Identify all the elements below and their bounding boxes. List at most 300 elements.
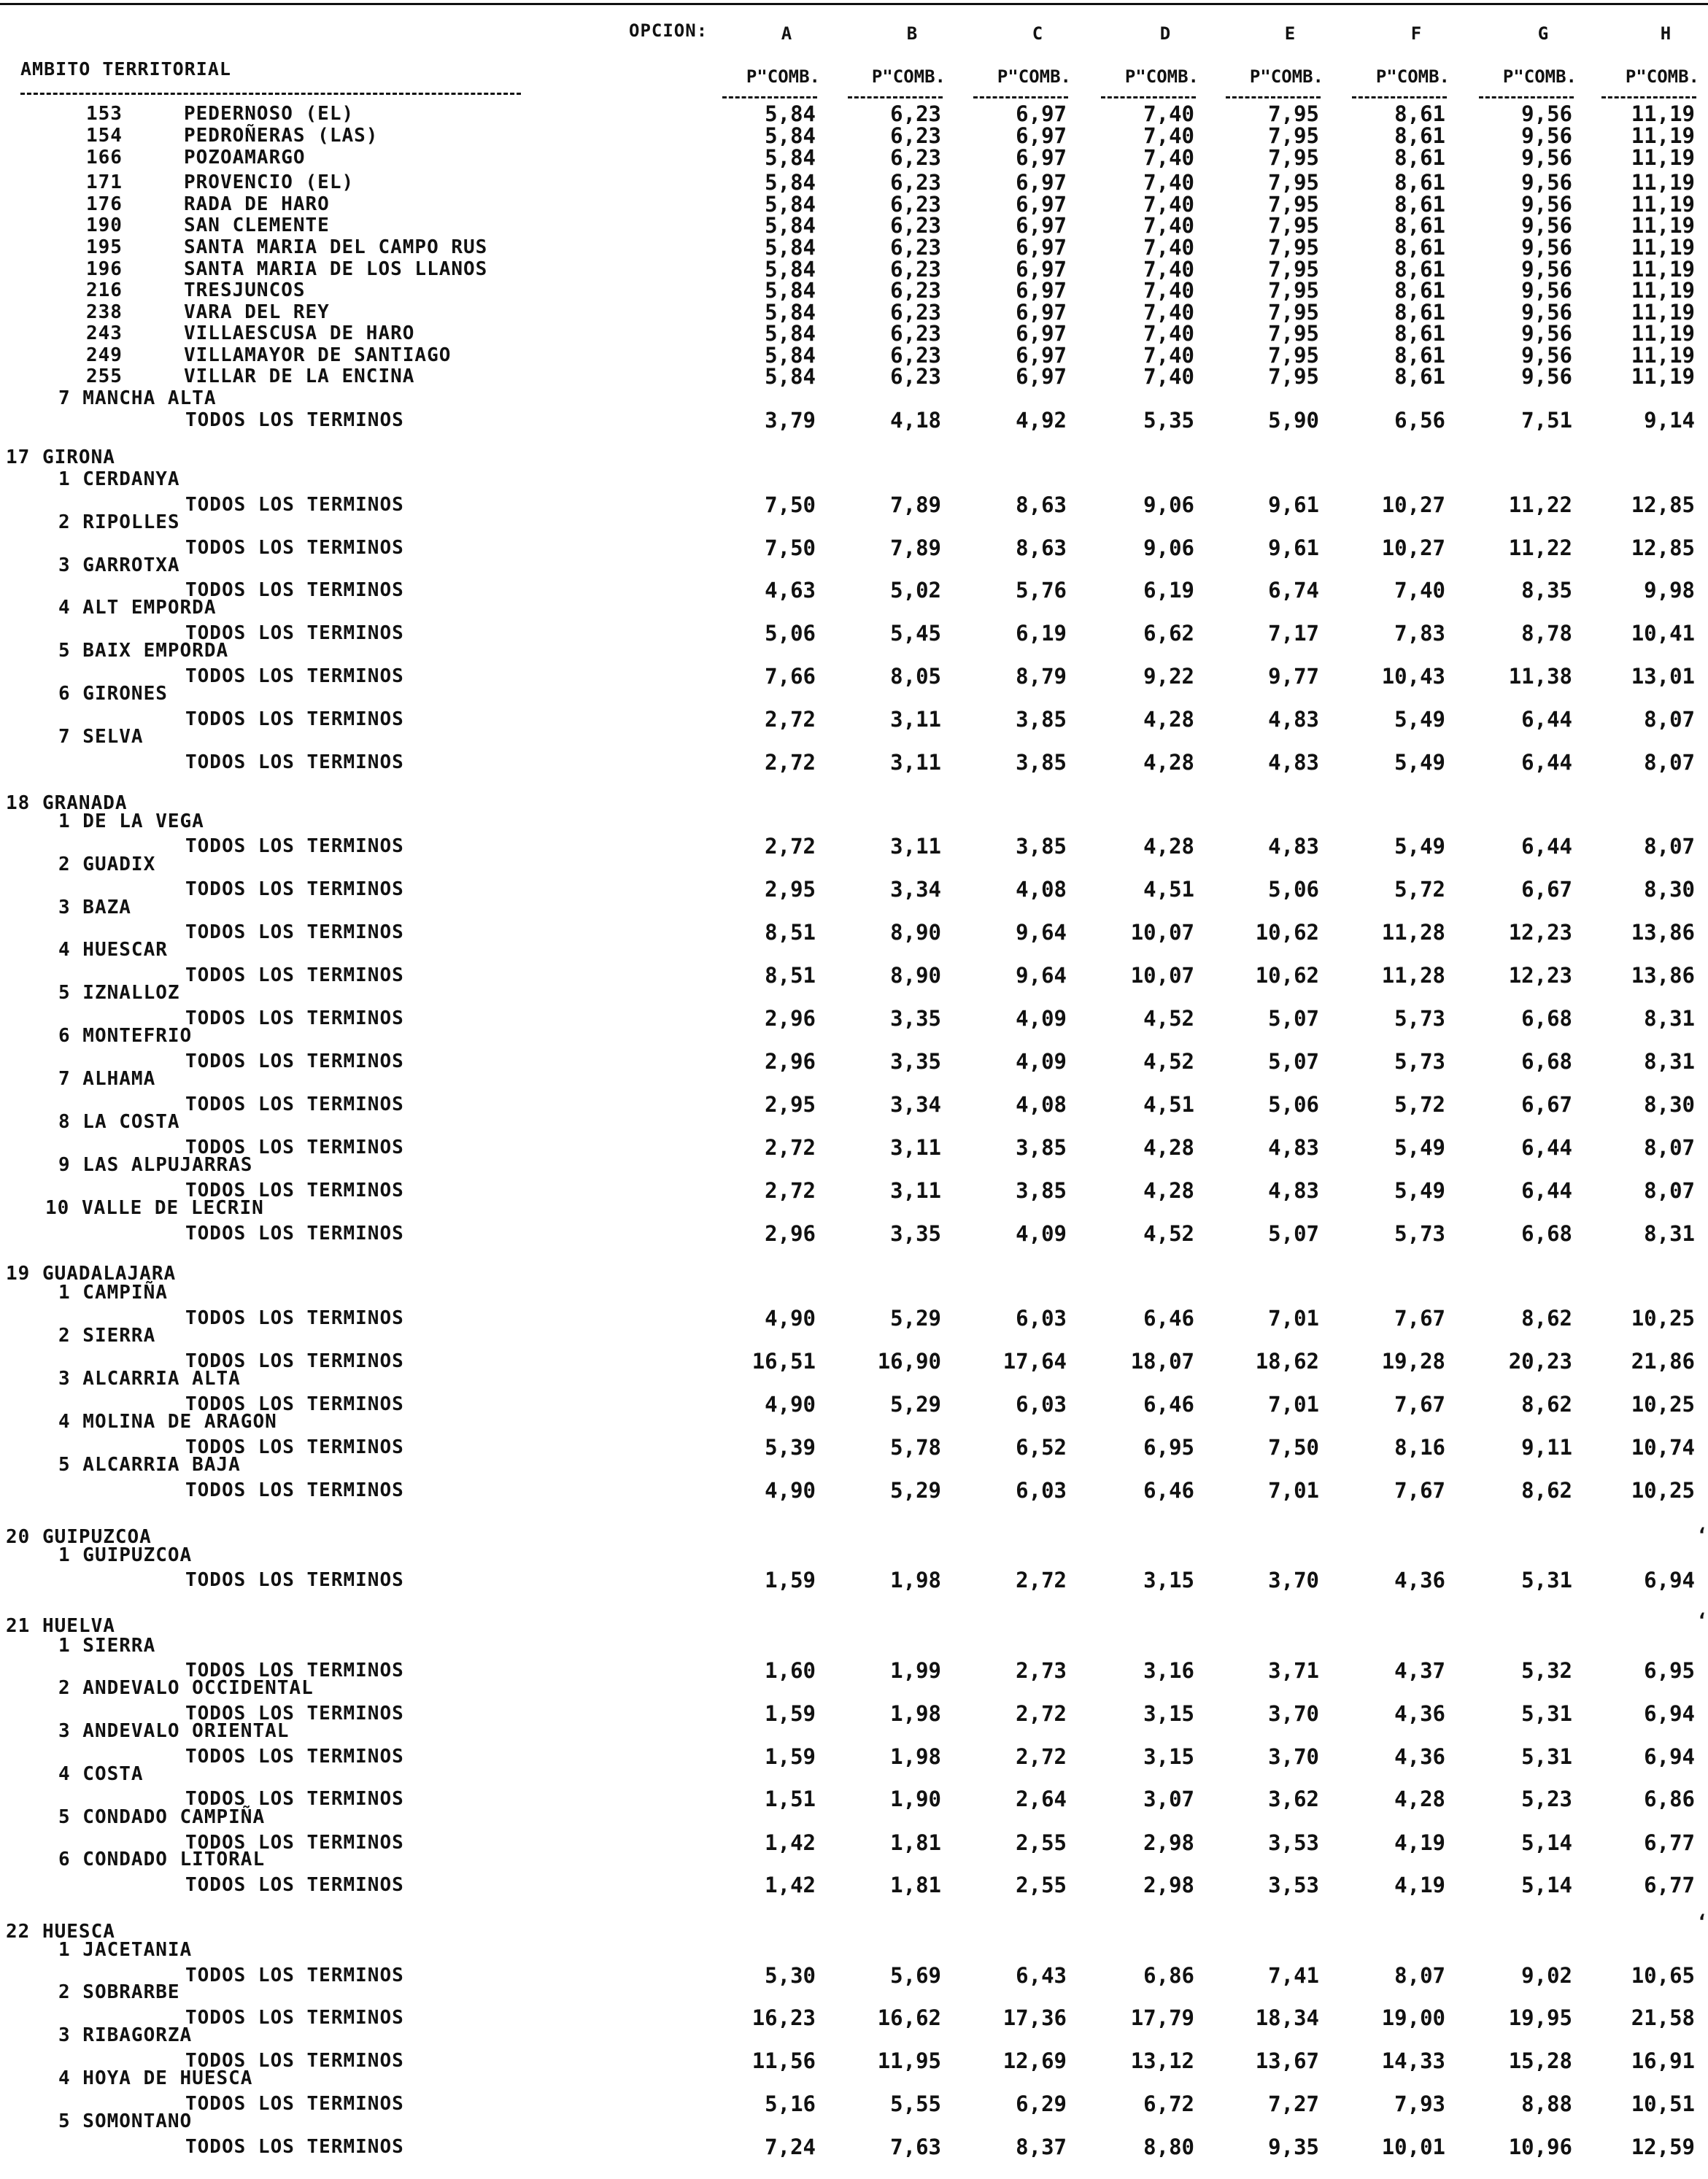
cell-value-g: 8,62 [1521, 1478, 1572, 1503]
cell-value-b: 5,69 [890, 1963, 941, 1988]
cell-value-a: 7,66 [765, 664, 816, 689]
cell-value-c: 6,97 [1016, 213, 1067, 238]
cell-value-e: 7,95 [1268, 213, 1319, 238]
cell-value-c: 3,85 [1016, 834, 1067, 859]
cell-value-g: 5,23 [1521, 1787, 1572, 1811]
cell-value-e: 5,90 [1268, 408, 1319, 433]
column-letter-a: A [781, 23, 792, 44]
cell-value-a: 7,24 [765, 2135, 816, 2159]
cell-value-g: 9,56 [1521, 235, 1572, 260]
cell-value-c: 8,79 [1016, 664, 1067, 689]
cell-value-h: 8,07 [1644, 834, 1695, 859]
comarca-heading: 3 ANDEVALO ORIENTAL [58, 1720, 290, 1742]
cell-value-f: 7,67 [1394, 1306, 1445, 1331]
cell-value-a: 3,79 [765, 408, 816, 433]
cell-value-g: 20,23 [1508, 1349, 1572, 1374]
todos-los-terminos-label: TODOS LOS TERMINOS [185, 1703, 404, 1725]
cell-value-c: 8,63 [1016, 535, 1067, 560]
municipality-code: 255 [86, 365, 123, 387]
cell-value-c: 6,97 [1016, 343, 1067, 368]
cell-value-c: 6,97 [1016, 192, 1067, 217]
column-comb-header: P"COMB. [1625, 66, 1699, 87]
cell-value-b: 7,89 [890, 535, 941, 560]
cell-value-f: 14,33 [1381, 2048, 1445, 2073]
top-rule [0, 3, 1708, 5]
cell-value-f: 8,61 [1394, 343, 1445, 368]
municipality-name: PEDERNOSO (EL) [184, 103, 355, 125]
cell-value-c: 6,29 [1016, 2091, 1067, 2116]
todos-los-terminos-label: TODOS LOS TERMINOS [185, 2050, 404, 2072]
cell-value-a: 8,51 [765, 920, 816, 945]
cell-value-d: 8,80 [1143, 2135, 1194, 2159]
cell-value-c: 6,03 [1016, 1392, 1067, 1417]
cell-value-c: 4,09 [1016, 1006, 1067, 1031]
cell-value-a: 1,59 [765, 1744, 816, 1769]
cell-value-g: 8,35 [1521, 578, 1572, 603]
cell-value-g: 9,02 [1521, 1963, 1572, 1988]
cell-value-d: 7,40 [1143, 343, 1194, 368]
cell-value-h: 8,31 [1644, 1006, 1695, 1031]
cell-value-g: 8,78 [1521, 621, 1572, 646]
cell-value-g: 9,56 [1521, 101, 1572, 126]
cell-value-g: 8,88 [1521, 2091, 1572, 2116]
cell-value-h: 6,94 [1644, 1744, 1695, 1769]
cell-value-a: 1,59 [765, 1701, 816, 1726]
cell-value-e: 18,34 [1255, 2005, 1319, 2030]
cell-value-e: 7,95 [1268, 257, 1319, 282]
cell-value-g: 5,31 [1521, 1744, 1572, 1769]
cell-value-f: 8,61 [1394, 321, 1445, 346]
cell-value-b: 6,23 [890, 145, 941, 170]
municipality-code: 243 [86, 322, 123, 344]
cell-value-f: 10,01 [1381, 2135, 1445, 2159]
cell-value-e: 7,95 [1268, 170, 1319, 195]
cell-value-a: 2,96 [765, 1049, 816, 1074]
cell-value-g: 9,56 [1521, 213, 1572, 238]
cell-value-f: 8,61 [1394, 101, 1445, 126]
column-letter-h: H [1660, 23, 1672, 44]
cell-value-e: 7,01 [1268, 1478, 1319, 1503]
cell-value-g: 6,44 [1521, 1135, 1572, 1160]
cell-value-d: 7,40 [1143, 170, 1194, 195]
cell-value-b: 3,35 [890, 1006, 941, 1031]
todos-los-terminos-label: TODOS LOS TERMINOS [185, 1965, 404, 1986]
cell-value-b: 16,62 [877, 2005, 941, 2030]
cell-value-e: 18,62 [1255, 1349, 1319, 1374]
cell-value-g: 9,56 [1521, 192, 1572, 217]
cell-value-h: 13,86 [1631, 963, 1695, 988]
province-heading: 17 GIRONA [6, 446, 115, 468]
cell-value-b: 1,81 [890, 1830, 941, 1855]
cell-value-b: 6,23 [890, 278, 941, 303]
cell-value-e: 5,07 [1268, 1006, 1319, 1031]
cell-value-g: 9,56 [1521, 145, 1572, 170]
ambito-territorial-header: AMBITO TERRITORIAL [20, 58, 231, 80]
cell-value-a: 4,90 [765, 1306, 816, 1331]
cell-value-c: 6,97 [1016, 145, 1067, 170]
cell-value-g: 8,62 [1521, 1306, 1572, 1331]
todos-los-terminos-label: TODOS LOS TERMINOS [185, 878, 404, 900]
cell-value-g: 19,95 [1508, 2005, 1572, 2030]
cell-value-c: 2,73 [1016, 1658, 1067, 1683]
cell-value-b: 3,35 [890, 1049, 941, 1074]
cell-value-f: 8,61 [1394, 364, 1445, 389]
comarca-heading: 4 MOLINA DE ARAGON [58, 1411, 277, 1433]
cell-value-d: 4,28 [1143, 707, 1194, 732]
cell-value-g: 9,56 [1521, 321, 1572, 346]
cell-value-a: 5,84 [765, 343, 816, 368]
cell-value-g: 10,96 [1508, 2135, 1572, 2159]
cell-value-f: 4,19 [1394, 1830, 1445, 1855]
cell-value-a: 1,51 [765, 1787, 816, 1811]
municipality-name: VARA DEL REY [184, 301, 330, 323]
cell-value-g: 6,44 [1521, 1178, 1572, 1203]
cell-value-b: 11,95 [877, 2048, 941, 2073]
todos-los-terminos-label: TODOS LOS TERMINOS [185, 579, 404, 601]
cell-value-e: 4,83 [1268, 1178, 1319, 1203]
comarca-heading: 4 ALT EMPORDA [58, 597, 217, 619]
todos-los-terminos-label: TODOS LOS TERMINOS [185, 1050, 404, 1072]
municipality-name: VILLAMAYOR DE SANTIAGO [184, 344, 452, 366]
cell-value-b: 16,90 [877, 1349, 941, 1374]
cell-value-a: 5,84 [765, 145, 816, 170]
comarca-heading: 5 ALCARRIA BAJA [58, 1454, 241, 1476]
cell-value-a: 2,72 [765, 1135, 816, 1160]
cell-value-f: 19,00 [1381, 2005, 1445, 2030]
cell-value-e: 7,01 [1268, 1306, 1319, 1331]
column-comb-header: P"COMB. [871, 66, 946, 87]
municipality-code: 195 [86, 236, 123, 258]
cell-value-d: 7,40 [1143, 300, 1194, 325]
cell-value-g: 9,56 [1521, 123, 1572, 148]
cell-value-a: 2,95 [765, 877, 816, 902]
cell-value-e: 5,07 [1268, 1049, 1319, 1074]
municipality-code: 154 [86, 125, 123, 147]
cell-value-c: 6,97 [1016, 101, 1067, 126]
cell-value-b: 4,18 [890, 408, 941, 433]
cell-value-c: 6,97 [1016, 235, 1067, 260]
cell-value-a: 8,51 [765, 963, 816, 988]
cell-value-d: 7,40 [1143, 213, 1194, 238]
column-letter-b: B [906, 23, 918, 44]
comarca-heading: 3 GARROTXA [58, 554, 180, 576]
cell-value-b: 7,63 [890, 2135, 941, 2159]
cell-value-b: 1,81 [890, 1873, 941, 1897]
cell-value-h: 13,01 [1631, 664, 1695, 689]
cell-value-a: 5,84 [765, 170, 816, 195]
cell-value-f: 8,61 [1394, 123, 1445, 148]
cell-value-b: 1,98 [890, 1701, 941, 1726]
cell-value-f: 4,36 [1394, 1744, 1445, 1769]
cell-value-e: 3,70 [1268, 1701, 1319, 1726]
cell-value-a: 1,60 [765, 1658, 816, 1683]
province-heading: 22 HUESCA [6, 1921, 115, 1943]
cell-value-d: 6,46 [1143, 1306, 1194, 1331]
cell-value-c: 6,43 [1016, 1963, 1067, 1988]
column-underline [1479, 96, 1574, 98]
cell-value-f: 5,49 [1394, 1178, 1445, 1203]
cell-value-e: 6,74 [1268, 578, 1319, 603]
cell-value-a: 1,59 [765, 1568, 816, 1592]
municipality-name: POZOAMARGO [184, 147, 306, 169]
comarca-heading: 3 BAZA [58, 897, 131, 918]
cell-value-h: 8,07 [1644, 1178, 1695, 1203]
cell-value-h: 8,31 [1644, 1221, 1695, 1246]
cell-value-h: 11,19 [1631, 235, 1695, 260]
cell-value-d: 3,15 [1143, 1568, 1194, 1592]
cell-value-h: 12,85 [1631, 535, 1695, 560]
comarca-heading: 2 ANDEVALO OCCIDENTAL [58, 1677, 314, 1699]
cell-value-g: 5,14 [1521, 1873, 1572, 1897]
todos-los-terminos-label: TODOS LOS TERMINOS [185, 964, 404, 986]
cell-value-b: 5,45 [890, 621, 941, 646]
comarca-heading: 5 BAIX EMPORDA [58, 640, 229, 662]
cell-value-d: 6,72 [1143, 2091, 1194, 2116]
cell-value-b: 8,05 [890, 664, 941, 689]
cell-value-b: 5,55 [890, 2091, 941, 2116]
todos-los-terminos-label: TODOS LOS TERMINOS [185, 2007, 404, 2029]
todos-los-terminos-label: TODOS LOS TERMINOS [185, 1479, 404, 1501]
cell-value-d: 5,35 [1143, 408, 1194, 433]
cell-value-g: 6,68 [1521, 1006, 1572, 1031]
cell-value-a: 5,84 [765, 123, 816, 148]
cell-value-c: 9,64 [1016, 963, 1067, 988]
comarca-heading: 4 COSTA [58, 1763, 144, 1785]
cell-value-a: 1,42 [765, 1873, 816, 1897]
cell-value-c: 4,92 [1016, 408, 1067, 433]
cell-value-h: 8,07 [1644, 750, 1695, 775]
cell-value-d: 7,40 [1143, 192, 1194, 217]
cell-value-h: 11,19 [1631, 257, 1695, 282]
cell-value-e: 3,71 [1268, 1658, 1319, 1683]
column-comb-header: P"COMB. [1249, 66, 1323, 87]
cell-value-c: 3,85 [1016, 1135, 1067, 1160]
cell-value-f: 4,19 [1394, 1873, 1445, 1897]
cell-value-c: 6,97 [1016, 278, 1067, 303]
comarca-heading: 3 RIBAGORZA [58, 2024, 193, 2046]
cell-value-e: 7,95 [1268, 278, 1319, 303]
cell-value-c: 8,37 [1016, 2135, 1067, 2159]
cell-value-h: 8,30 [1644, 1092, 1695, 1117]
municipality-code: 216 [86, 279, 123, 301]
todos-los-terminos-label: TODOS LOS TERMINOS [185, 1223, 404, 1245]
cell-value-d: 17,79 [1130, 2005, 1194, 2030]
cell-value-g: 6,44 [1521, 750, 1572, 775]
column-comb-header: P"COMB. [1375, 66, 1450, 87]
cell-value-f: 6,56 [1394, 408, 1445, 433]
comarca-heading: 1 CAMPIÑA [58, 1282, 168, 1304]
cell-value-c: 3,85 [1016, 1178, 1067, 1203]
todos-los-terminos-label: TODOS LOS TERMINOS [185, 1137, 404, 1158]
todos-los-terminos-label: TODOS LOS TERMINOS [185, 409, 404, 431]
cell-value-h: 10,41 [1631, 621, 1695, 646]
cell-value-f: 8,61 [1394, 213, 1445, 238]
cell-value-b: 6,23 [890, 101, 941, 126]
cell-value-f: 7,83 [1394, 621, 1445, 646]
cell-value-b: 3,11 [890, 1135, 941, 1160]
comarca-heading: 1 CERDANYA [58, 468, 180, 490]
cell-value-c: 2,55 [1016, 1830, 1067, 1855]
municipality-code: 171 [86, 171, 123, 193]
cell-value-a: 5,39 [765, 1435, 816, 1460]
cell-value-g: 7,51 [1521, 408, 1572, 433]
todos-los-terminos-label: TODOS LOS TERMINOS [185, 708, 404, 730]
cell-value-b: 6,23 [890, 343, 941, 368]
cell-value-d: 3,16 [1143, 1658, 1194, 1683]
cell-value-h: 8,07 [1644, 707, 1695, 732]
cell-value-b: 3,11 [890, 707, 941, 732]
comarca-heading: 1 DE LA VEGA [58, 810, 204, 832]
cell-value-g: 11,38 [1508, 664, 1572, 689]
comarca-heading: 9 LAS ALPUJARRAS [58, 1154, 253, 1176]
cell-value-a: 11,56 [751, 2048, 816, 2073]
cell-value-b: 1,98 [890, 1568, 941, 1592]
cell-value-a: 2,95 [765, 1092, 816, 1117]
cell-value-a: 2,72 [765, 834, 816, 859]
column-underline [848, 96, 943, 98]
cell-value-f: 5,73 [1394, 1221, 1445, 1246]
cell-value-d: 7,40 [1143, 235, 1194, 260]
cell-value-a: 5,84 [765, 364, 816, 389]
cell-value-g: 9,56 [1521, 170, 1572, 195]
cell-value-e: 9,61 [1268, 535, 1319, 560]
cell-value-b: 5,29 [890, 1392, 941, 1417]
cell-value-b: 6,23 [890, 257, 941, 282]
cell-value-c: 6,97 [1016, 300, 1067, 325]
cell-value-h: 8,30 [1644, 877, 1695, 902]
cell-value-b: 3,34 [890, 877, 941, 902]
municipality-name: VILLAR DE LA ENCINA [184, 365, 415, 387]
cell-value-c: 6,97 [1016, 123, 1067, 148]
cell-value-h: 12,59 [1631, 2135, 1695, 2159]
cell-value-g: 11,22 [1508, 492, 1572, 517]
cell-value-f: 5,72 [1394, 1092, 1445, 1117]
cell-value-e: 3,62 [1268, 1787, 1319, 1811]
municipality-code: 176 [86, 193, 123, 215]
cell-value-e: 3,70 [1268, 1568, 1319, 1592]
cell-value-f: 4,36 [1394, 1568, 1445, 1592]
cell-value-e: 7,95 [1268, 343, 1319, 368]
cell-value-d: 6,86 [1143, 1963, 1194, 1988]
cell-value-d: 9,06 [1143, 535, 1194, 560]
cell-value-f: 5,49 [1394, 750, 1445, 775]
todos-los-terminos-label: TODOS LOS TERMINOS [185, 1436, 404, 1458]
municipality-name: SANTA MARIA DE LOS LLANOS [184, 258, 488, 280]
cell-value-h: 6,94 [1644, 1701, 1695, 1726]
cell-value-h: 11,19 [1631, 213, 1695, 238]
cell-value-d: 7,40 [1143, 364, 1194, 389]
comarca-heading: 5 CONDADO CAMPIÑA [58, 1806, 266, 1828]
comarca-heading: 6 MONTEFRIO [58, 1025, 193, 1047]
cell-value-g: 8,62 [1521, 1392, 1572, 1417]
comarca-heading: 6 GIRONES [58, 683, 168, 705]
cell-value-d: 6,19 [1143, 578, 1194, 603]
cell-value-e: 7,95 [1268, 300, 1319, 325]
cell-value-e: 5,07 [1268, 1221, 1319, 1246]
cell-value-a: 2,72 [765, 1178, 816, 1203]
comarca-heading: 10 VALLE DE LECRIN [45, 1197, 264, 1219]
cell-value-d: 4,51 [1143, 877, 1194, 902]
cell-value-g: 15,28 [1508, 2048, 1572, 2073]
cell-value-d: 4,28 [1143, 1135, 1194, 1160]
comarca-heading: 2 RIPOLLES [58, 511, 180, 533]
cell-value-h: 9,14 [1644, 408, 1695, 433]
cell-value-f: 5,49 [1394, 707, 1445, 732]
cell-value-b: 6,23 [890, 192, 941, 217]
cell-value-c: 8,63 [1016, 492, 1067, 517]
cell-value-d: 2,98 [1143, 1830, 1194, 1855]
cell-value-h: 16,91 [1631, 2048, 1695, 2073]
comarca-heading: 8 LA COSTA [58, 1111, 180, 1133]
cell-value-c: 3,85 [1016, 707, 1067, 732]
cell-value-f: 7,67 [1394, 1478, 1445, 1503]
province-heading: 21 HUELVA [6, 1615, 115, 1637]
cell-value-b: 5,02 [890, 578, 941, 603]
column-comb-header: P"COMB. [746, 66, 820, 87]
cell-value-c: 9,64 [1016, 920, 1067, 945]
cell-value-h: 8,07 [1644, 1135, 1695, 1160]
cell-value-f: 5,73 [1394, 1049, 1445, 1074]
cell-value-d: 6,46 [1143, 1392, 1194, 1417]
cell-value-e: 7,50 [1268, 1435, 1319, 1460]
municipality-name: SANTA MARIA DEL CAMPO RUS [184, 236, 488, 258]
cell-value-f: 4,28 [1394, 1787, 1445, 1811]
cell-value-c: 6,97 [1016, 257, 1067, 282]
cell-value-e: 7,17 [1268, 621, 1319, 646]
comarca-heading: 2 SIERRA [58, 1325, 156, 1347]
cell-value-c: 4,08 [1016, 1092, 1067, 1117]
column-letter-g: G [1537, 23, 1549, 44]
comarca-heading: 1 JACETANIA [58, 1939, 193, 1961]
cell-value-g: 5,31 [1521, 1568, 1572, 1592]
todos-los-terminos-label: TODOS LOS TERMINOS [185, 1180, 404, 1201]
cell-value-c: 12,69 [1002, 2048, 1067, 2073]
cell-value-h: 21,86 [1631, 1349, 1695, 1374]
cell-value-d: 7,40 [1143, 101, 1194, 126]
cell-value-d: 9,06 [1143, 492, 1194, 517]
cell-value-g: 12,23 [1508, 920, 1572, 945]
cell-value-b: 6,23 [890, 321, 941, 346]
column-letter-d: D [1159, 23, 1171, 44]
cell-value-f: 5,49 [1394, 834, 1445, 859]
municipality-code: 196 [86, 258, 123, 280]
municipality-name: PROVENCIO (EL) [184, 171, 355, 193]
column-underline [722, 96, 817, 98]
cell-value-g: 9,56 [1521, 278, 1572, 303]
municipality-code: 153 [86, 103, 123, 125]
cell-value-d: 6,46 [1143, 1478, 1194, 1503]
cell-value-h: 8,31 [1644, 1049, 1695, 1074]
cell-value-f: 8,61 [1394, 257, 1445, 282]
cell-value-a: 2,96 [765, 1006, 816, 1031]
cell-value-h: 11,19 [1631, 101, 1695, 126]
comarca-heading: 1 GUIPUZCOA [58, 1544, 193, 1566]
cell-value-f: 10,27 [1381, 535, 1445, 560]
cell-value-h: 12,85 [1631, 492, 1695, 517]
cell-value-h: 6,86 [1644, 1787, 1695, 1811]
cell-value-g: 6,44 [1521, 834, 1572, 859]
cell-value-a: 16,51 [751, 1349, 816, 1374]
comarca-heading: 2 SOBRARBE [58, 1981, 180, 2003]
column-letter-e: E [1284, 23, 1296, 44]
cell-value-e: 7,95 [1268, 101, 1319, 126]
column-underline [1352, 96, 1447, 98]
cell-value-c: 6,03 [1016, 1478, 1067, 1503]
todos-los-terminos-label: TODOS LOS TERMINOS [185, 921, 404, 943]
cell-value-a: 4,90 [765, 1392, 816, 1417]
cell-value-g: 6,68 [1521, 1049, 1572, 1074]
cell-value-c: 17,64 [1002, 1349, 1067, 1374]
